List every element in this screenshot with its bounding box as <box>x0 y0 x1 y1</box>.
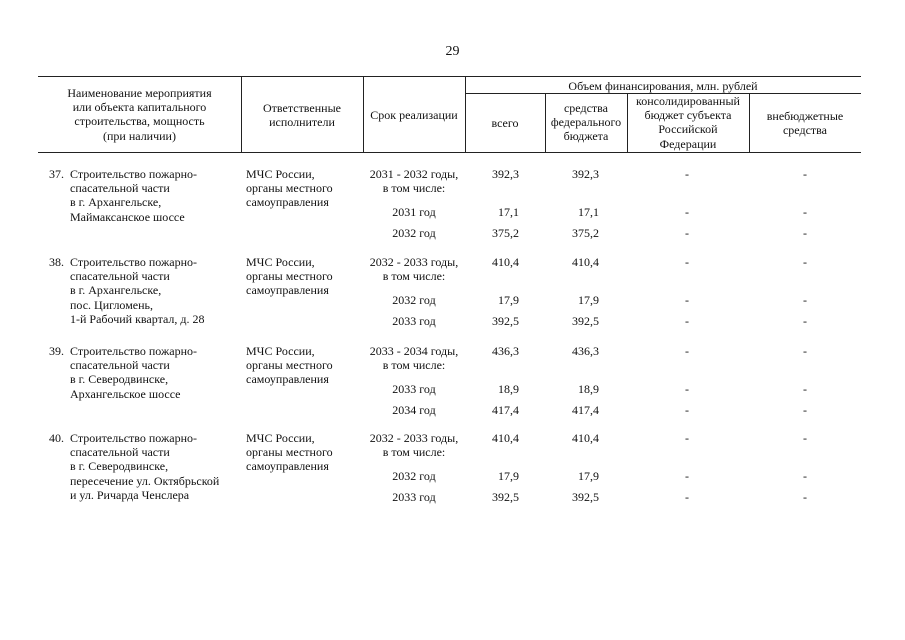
header-name-line: строительства, мощность <box>74 114 205 129</box>
row-name-line: Строительство пожарно- <box>70 344 198 358</box>
page-number: 29 <box>445 44 460 59</box>
row-year-total: 375,2 <box>492 226 519 240</box>
row-name-line: Строительство пожарно- <box>70 431 198 445</box>
header-cons-line: Федерации <box>659 136 717 151</box>
header-fed-line: бюджета <box>563 129 609 144</box>
row-name-line: в г. Северодвинске, <box>70 372 169 387</box>
header-fed-line: федерального <box>550 115 622 130</box>
header-term <box>363 108 465 122</box>
row-year-federal: 17,9 <box>578 469 599 483</box>
row-period-federal: 410,4 <box>572 431 599 445</box>
row-year-federal: 417,4 <box>572 403 599 417</box>
row-year-federal: 17,9 <box>578 293 599 307</box>
row-year-consolidated: - <box>685 490 689 504</box>
header-extra-line: внебюджетные <box>766 109 844 123</box>
row-year-total: 392,5 <box>492 490 519 504</box>
row-period-extra: - <box>803 344 807 358</box>
row-responsible-line: самоуправления <box>246 372 329 387</box>
row-name-line: спасательной части <box>70 445 170 460</box>
row-year-consolidated: - <box>685 469 689 483</box>
header-responsible <box>241 101 363 129</box>
row-responsible-line: МЧС России, <box>246 255 315 269</box>
row-name-line: в г. Архангельске, <box>70 283 162 298</box>
row-responsible-line: самоуправления <box>246 195 329 210</box>
row-year-label: 2033 год <box>392 490 436 504</box>
row-name-line: спасательной части <box>70 181 170 196</box>
header-name-line: Наименование мероприятия <box>67 86 212 100</box>
row-name-line: Маймаксанское шоссе <box>70 209 185 224</box>
header-federal <box>545 101 627 144</box>
row-period-federal: 436,3 <box>572 344 599 358</box>
row-year-extra: - <box>803 226 807 240</box>
row-period-extra: - <box>803 431 807 445</box>
row-name-line: пересечение ул. Октябрьской <box>70 473 220 488</box>
row-period-total: 410,4 <box>492 255 519 269</box>
row-year-federal: 17,1 <box>578 205 599 219</box>
row-period-line: в том числе: <box>382 445 446 460</box>
table-top-rule <box>38 76 861 77</box>
row-name-line: 1-й Рабочий квартал, д. 28 <box>70 311 205 326</box>
header-term-line: Срок реализации <box>370 108 458 122</box>
row-responsible-line: органы местного <box>246 269 333 284</box>
header-name-line: (при наличии) <box>103 128 176 143</box>
row-responsible-line: органы местного <box>246 445 333 460</box>
row-period-total: 392,3 <box>492 167 519 181</box>
header-consolidated <box>627 94 749 151</box>
row-number: 40. <box>49 431 64 445</box>
row-year-total: 392,5 <box>492 314 519 328</box>
row-period-total: 436,3 <box>492 344 519 358</box>
row-year-extra: - <box>803 490 807 504</box>
row-period-consolidated: - <box>685 255 689 269</box>
row-year-consolidated: - <box>685 226 689 240</box>
row-year-label: 2034 год <box>392 403 436 417</box>
row-responsible-line: МЧС России, <box>246 344 315 358</box>
row-year-extra: - <box>803 293 807 307</box>
row-year-extra: - <box>803 382 807 396</box>
row-period-extra: - <box>803 167 807 181</box>
row-year-extra: - <box>803 403 807 417</box>
row-responsible-line: самоуправления <box>246 459 329 474</box>
row-year-label: 2032 год <box>392 226 436 240</box>
header-name <box>38 86 241 143</box>
row-year-federal: 18,9 <box>578 382 599 396</box>
row-name-line: спасательной части <box>70 269 170 284</box>
header-extra-line: средства <box>782 123 827 138</box>
header-total-line: всего <box>491 116 519 130</box>
header-bottom-rule <box>38 152 861 153</box>
row-period-consolidated: - <box>685 344 689 358</box>
row-year-federal: 392,5 <box>572 490 599 504</box>
row-period-line: в том числе: <box>382 181 446 196</box>
row-number: 38. <box>49 255 64 269</box>
row-period-line: 2033 - 2034 годы, <box>369 344 459 358</box>
header-group-line: Объем финансирования, млн. рублей <box>568 79 758 93</box>
row-period-total: 410,4 <box>492 431 519 445</box>
row-year-total: 17,1 <box>498 205 519 219</box>
row-period-line: в том числе: <box>382 269 446 284</box>
row-number: 37. <box>49 167 64 181</box>
header-extra <box>749 109 861 137</box>
header-cons-line: бюджет субъекта <box>644 108 732 123</box>
row-responsible-line: МЧС России, <box>246 431 315 445</box>
row-name-line: спасательной части <box>70 358 170 373</box>
row-responsible-line: органы местного <box>246 181 333 196</box>
row-name-line: Строительство пожарно- <box>70 167 198 181</box>
header-cons-line: консолидированный <box>636 94 740 108</box>
row-year-extra: - <box>803 205 807 219</box>
row-name-line: и ул. Ричарда Ченслера <box>70 487 190 502</box>
row-name-line: в г. Северодвинске, <box>70 459 169 474</box>
row-year-extra: - <box>803 314 807 328</box>
row-year-consolidated: - <box>685 314 689 328</box>
row-year-label: 2031 год <box>392 205 436 219</box>
header-fed-line: средства <box>563 101 608 115</box>
row-year-consolidated: - <box>685 403 689 417</box>
header-total <box>465 116 545 130</box>
row-year-label: 2033 год <box>392 382 436 396</box>
row-name-line: в г. Архангельске, <box>70 195 162 210</box>
row-name-line: пос. Цигломень, <box>70 297 154 312</box>
row-period-federal: 392,3 <box>572 167 599 181</box>
row-name-line: Архангельское шоссе <box>70 386 181 401</box>
row-period-consolidated: - <box>685 431 689 445</box>
header-finance-group <box>465 79 861 93</box>
row-year-total: 417,4 <box>492 403 519 417</box>
row-number: 39. <box>49 344 64 358</box>
row-period-line: 2032 - 2033 годы, <box>369 431 459 445</box>
header-resp-line: Ответственные <box>263 101 341 115</box>
row-year-consolidated: - <box>685 293 689 307</box>
row-year-extra: - <box>803 469 807 483</box>
row-year-total: 18,9 <box>498 382 519 396</box>
row-responsible-line: органы местного <box>246 358 333 373</box>
row-year-consolidated: - <box>685 382 689 396</box>
row-year-label: 2032 год <box>392 293 436 307</box>
row-period-line: 2031 - 2032 годы, <box>369 167 459 181</box>
row-period-line: 2032 - 2033 годы, <box>369 255 459 269</box>
header-cons-line: Российской <box>658 122 718 137</box>
row-responsible-line: МЧС России, <box>246 167 315 181</box>
header-resp-line: исполнители <box>269 115 335 130</box>
header-name-line: или объекта капитального <box>72 100 207 115</box>
row-name-line: Строительство пожарно- <box>70 255 198 269</box>
row-period-line: в том числе: <box>382 358 446 373</box>
row-responsible-line: самоуправления <box>246 283 329 298</box>
row-year-federal: 375,2 <box>572 226 599 240</box>
row-year-total: 17,9 <box>498 293 519 307</box>
row-period-consolidated: - <box>685 167 689 181</box>
row-year-federal: 392,5 <box>572 314 599 328</box>
row-period-extra: - <box>803 255 807 269</box>
row-year-total: 17,9 <box>498 469 519 483</box>
row-year-label: 2033 год <box>392 314 436 328</box>
row-year-label: 2032 год <box>392 469 436 483</box>
row-period-federal: 410,4 <box>572 255 599 269</box>
row-year-consolidated: - <box>685 205 689 219</box>
